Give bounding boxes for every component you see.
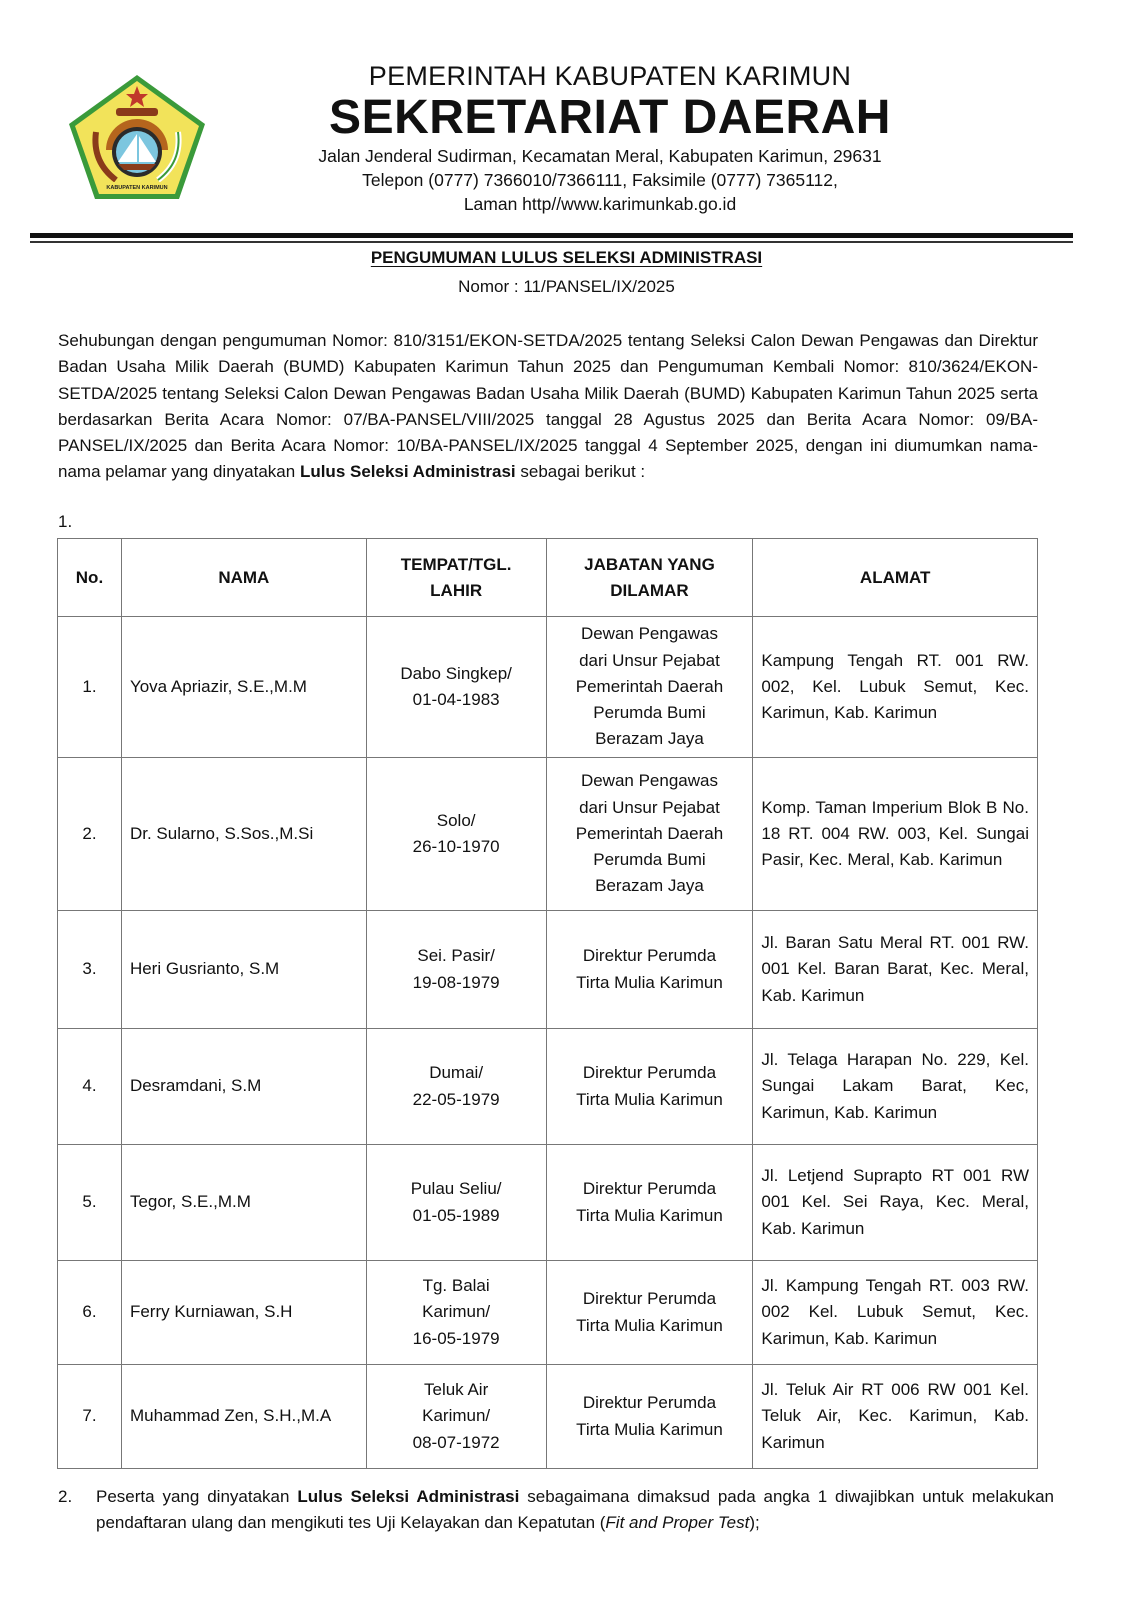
table-row [58,1029,1038,1145]
table-row [58,1145,1038,1261]
point-1-label: 1. [58,512,73,531]
cell-ttl: Teluk Air Karimun/ 08-07-1972 [366,1365,546,1469]
cell-nama: Heri Gusrianto, S.M [121,911,366,1029]
cell-alamat: Komp. Taman Imperium Blok B No. 18 RT. 004 RW. 003, Kel. Sungai Pasir, Kec. Meral, Kab. Karimun [753,758,1038,911]
cell-no: 3. [58,911,122,1029]
header-alamat: ALAMAT [753,539,1038,617]
cell-ttl: Tg. Balai Karimun/ 16-05-1979 [366,1261,546,1365]
cell-alamat: Jl. Kampung Tengah RT. 003 RW. 002 Kel. Lubuk Semut, Kec. Karimun, Kab. Karimun [753,1261,1038,1365]
cell-ttl: Pulau Seliu/ 01-05-1989 [366,1145,546,1261]
header-jabatan: JABATAN YANG DILAMAR [546,539,753,617]
point-2-label: 2. [58,1487,73,1506]
office-phone: Telepon (0777) 7366010/7366111, Faksimile (0777) 7365112, [362,170,838,190]
cell-nama: Dr. Sularno, S.Sos.,M.Si [121,758,366,911]
cell-ttl: Dumai/ 22-05-1979 [366,1029,546,1145]
cell-nama: Yova Apriazir, S.E.,M.M [121,617,366,758]
document-number: Nomor : 11/PANSEL/IX/2025 [458,277,675,296]
cell-alamat: Jl. Letjend Suprapto RT 001 RW 001 Kel. Sei Raya, Kec. Meral, Kab. Karimun [753,1145,1038,1261]
cell-jabatan: Direktur Perumda Tirta Mulia Karimun [546,1029,753,1145]
cell-jabatan: Direktur Perumda Tirta Mulia Karimun [546,1261,753,1365]
cell-nama: Muhammad Zen, S.H.,M.A [121,1365,366,1469]
point-2-paragraph: 2. Peserta yang dinyatakan Lulus Seleksi Administrasi sebagaimana dimaksud pada angka 1 diwajibkan untuk melakukan pendaftaran ulang dan mengikuti tes Uji Kelayakan dan Kepatutan (Fit and Proper Test); [58,1484,1054,1537]
cell-jabatan: Dewan Pengawas dari Unsur Pejabat Pemerintah Daerah Perumda Bumi Berazam Jaya [546,617,753,758]
cell-ttl: Dabo Singkep/ 01-04-1983 [366,617,546,758]
cell-no: 7. [58,1365,122,1469]
cell-jabatan: Direktur Perumda Tirta Mulia Karimun [546,1365,753,1469]
cell-jabatan: Direktur Perumda Tirta Mulia Karimun [546,911,753,1029]
cell-nama: Ferry Kurniawan, S.H [121,1261,366,1365]
header-nama: NAMA [121,539,366,617]
cell-alamat: Jl. Baran Satu Meral RT. 001 RW. 001 Kel. Baran Barat, Kec. Meral, Kab. Karimun [753,911,1038,1029]
cell-nama: Desramdani, S.M [121,1029,366,1145]
cell-alamat: Jl. Teluk Air RT 006 RW 001 Kel. Teluk Air, Kec. Karimun, Kab. Karimun [753,1365,1038,1469]
table-row [58,758,1038,911]
cell-alamat: Kampung Tengah RT. 001 RW. 002, Kel. Lubuk Semut, Kec. Karimun, Kab. Karimun [753,617,1038,758]
office-website: Laman http//www.karimunkab.go.id [463,194,737,214]
government-name: PEMERINTAH KABUPATEN KARIMUN [368,61,852,91]
cell-no: 4. [58,1029,122,1145]
cell-nama: Tegor, S.E.,M.M [121,1145,366,1261]
header-tempat-tgl-lahir: TEMPAT/TGL. LAHIR [366,539,546,617]
cell-no: 2. [58,758,122,911]
applicants-table [57,538,1038,1469]
cell-ttl: Sei. Pasir/ 19-08-1979 [366,911,546,1029]
office-address: Jalan Jenderal Sudirman, Kecamatan Meral, Kabupaten Karimun, 29631 [318,146,882,166]
table-row [58,1261,1038,1365]
table-row [58,911,1038,1029]
kabupaten-karimun-emblem-icon [66,72,208,202]
table-row [58,617,1038,758]
intro-bold-phrase: Lulus Seleksi Administrasi [299,462,516,482]
intro-paragraph: Sehubungan dengan pengumuman Nomor: 810/3151/EKON-SETDA/2025 tentang Seleksi Calon Dewan Pengawas dan Direktur Badan Usaha Milik Daerah (BUMD) Kabupaten Karimun Tahun 2025 dan Pengumuman Kembali Nomor: 810/3624/EKON-SETDA/2025 tentang Seleksi Calon Dewan Pengawas Badan Usaha Milik Daerah (BUMD) Kabupaten Karimun Tahun 2025 serta berdasarkan Berita Acara Nomor: 07/BA-PANSEL/VIII/2025 tanggal 28 Agustus 2025 dan Berita Acara Nomor: 09/BA-PANSEL/IX/2025 dan Berita Acara Nomor: 10/BA-PANSEL/IX/2025 tanggal 4 September 2025, dengan ini diumumkan nama-nama pelamar yang dinyatakan Lulus Seleksi Administrasi sebagai berikut : [58,331,1038,482]
cell-no: 5. [58,1145,122,1261]
table-header-row [58,539,1038,617]
cell-jabatan: Direktur Perumda Tirta Mulia Karimun [546,1145,753,1261]
office-name: SEKRETARIAT DAERAH [329,91,891,144]
letterhead [260,60,940,216]
letterhead-divider-thick [30,233,1073,238]
cell-no: 6. [58,1261,122,1365]
table-row [58,1365,1038,1469]
letterhead-divider-thin [30,241,1073,243]
cell-ttl: Solo/ 26-10-1970 [366,758,546,911]
cell-no: 1. [58,617,122,758]
logo-label: KABUPATEN KARIMUN [106,185,168,191]
cell-alamat: Jl. Telaga Harapan No. 229, Kel. Sungai Lakam Barat, Kec, Karimun, Kab. Karimun [753,1029,1038,1145]
document-title: PENGUMUMAN LULUS SELEKSI ADMINISTRASI [370,248,763,267]
header-no: No. [58,539,122,617]
cell-jabatan: Dewan Pengawas dari Unsur Pejabat Pemerintah Daerah Perumda Bumi Berazam Jaya [546,758,753,911]
